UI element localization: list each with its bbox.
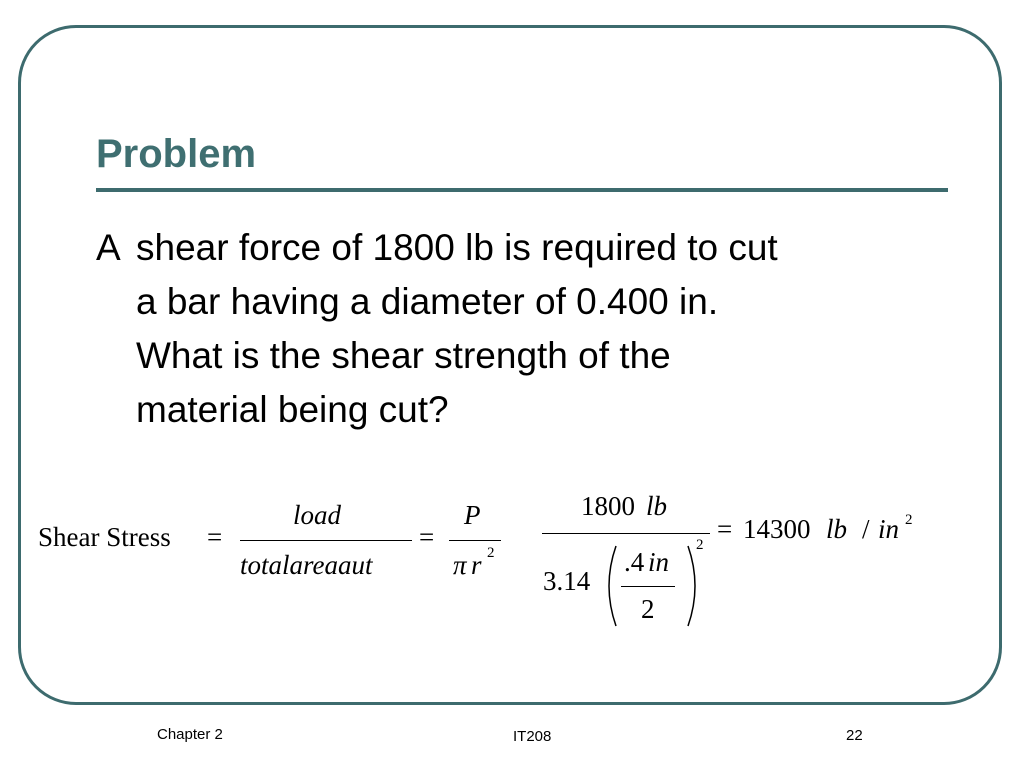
body-line-3: What is the shear strength of the [136,335,671,376]
calc-result-exponent: 2 [905,512,913,528]
problem-statement [96,221,936,437]
footer-chapter: Chapter 2 [157,726,223,743]
calc-numerator-unit: lb [646,491,668,521]
formula-pi-symbol: π [453,550,467,580]
body-line-1: shear force of 1800 lb is required to cut [136,227,778,268]
calc-result-value: 14300 [743,514,811,544]
calc-numerator-value: 1800 [581,491,635,521]
formula-equals-1: = [207,522,223,552]
calc-inner-numerator-unit: in [648,547,670,577]
formula-lhs: Shear Stress [38,522,171,552]
formula-radius-exponent: 2 [487,545,495,561]
slide-title: Problem [96,132,257,176]
bullet-marker: A [96,227,121,268]
formula-radius: r [471,550,482,580]
calc-coefficient: 3.14 [543,566,591,596]
calc-fraction-bar [542,533,710,534]
calc-result-slash: / [862,514,870,544]
calc-inner-exponent: 2 [696,537,704,553]
formula-numerator-p: P [464,500,481,530]
body-line-4: material being cut? [136,389,449,430]
calc-result-unit-lb: lb [826,514,848,544]
formula-denominator-area: totalareaaut [240,550,373,580]
calc-equals: = [717,514,733,544]
calc-inner-fraction-bar [621,586,675,587]
fraction-bar-2 [449,540,501,541]
footer-course: IT208 [513,728,552,745]
calc-result-unit-in: in [878,514,900,544]
calc-inner-numerator: .4 [624,547,645,577]
calc-inner-denominator: 2 [641,594,655,624]
fraction-bar-1 [240,540,412,541]
body-line-2: a bar having a diameter of 0.400 in. [136,281,719,322]
title-underline [96,188,948,192]
formula-numerator-load: load [293,500,342,530]
footer-page-number: 22 [846,727,863,744]
formula-equals-2: = [419,522,435,552]
